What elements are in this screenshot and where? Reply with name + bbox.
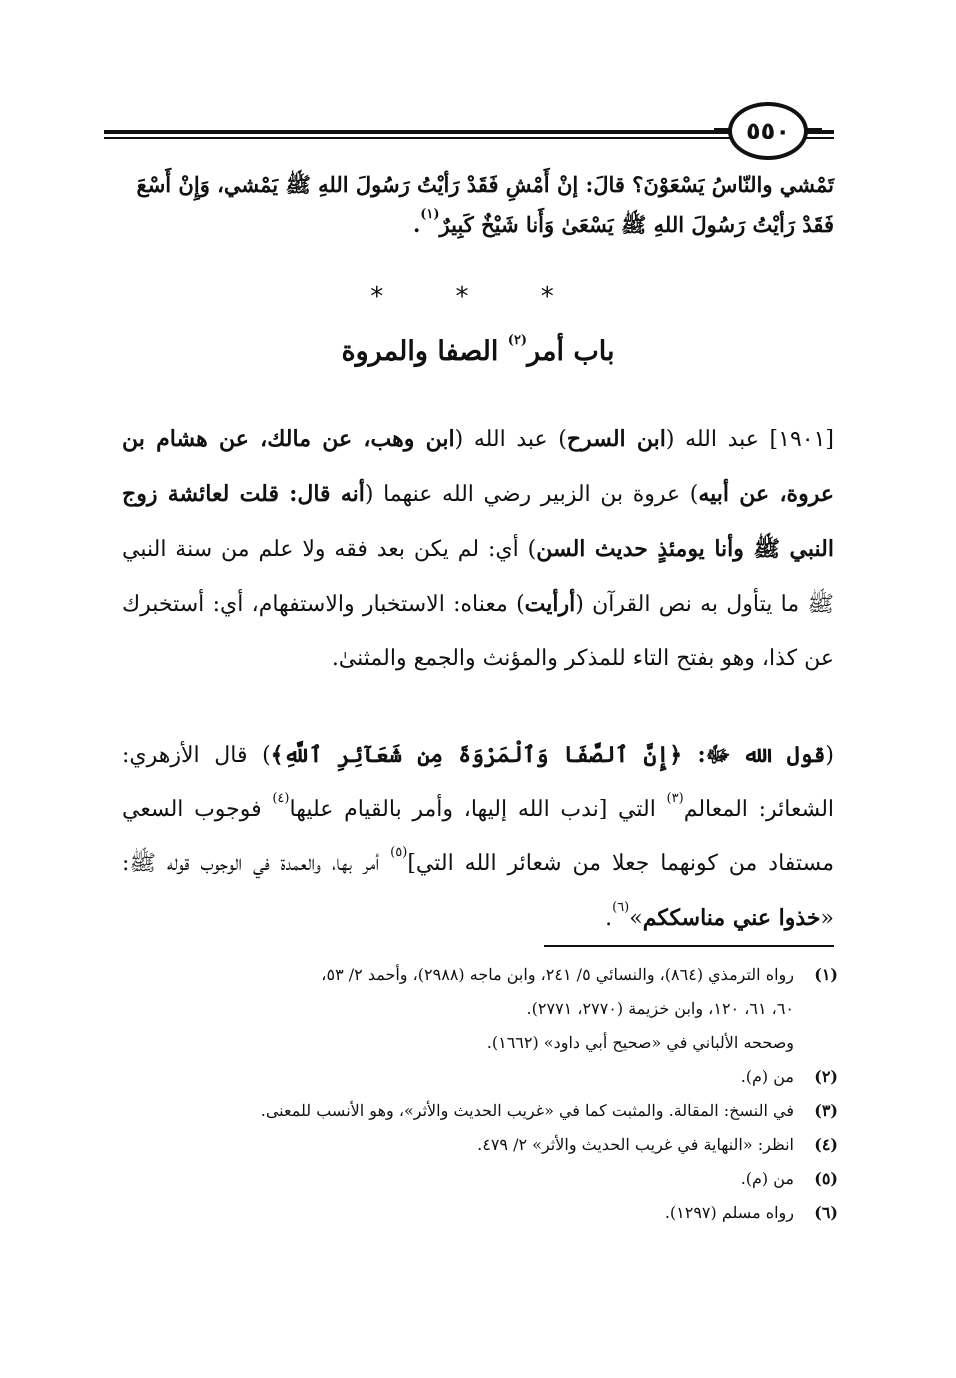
paragraph-2 <box>122 728 834 946</box>
p1-text-4: ) أي: لم يكن بعد فقه ولا علم من سنة النبي ﷺ ما يتأول به نص القرآن ( <box>122 537 835 617</box>
footnote-text: في النسخ: المقالة. والمثبت كما في «غريب الحديث والأثر»، وهو الأنسب للمعنى. <box>260 1101 794 1120</box>
section-separator: * * * <box>370 282 586 312</box>
footnote-number: (٤) <box>814 1135 838 1154</box>
footnote-ref-5: (٥) <box>390 844 408 860</box>
heading-part-2: الصفا والمروة <box>341 336 508 367</box>
p2-text-5: أمر بها، والعمدة في الوجوب قوله ﷺ: « <box>122 851 834 931</box>
p1-bold-1: ابن السرح <box>566 426 666 452</box>
p2-text-4: فوجوب السعي مستفاد من كونهما جعلا من شعائر الله التي] <box>122 797 834 876</box>
footnote-text: من (م). <box>740 1169 794 1188</box>
p1-text-5: ) معناه: الاستخبار والاستفهام، أي: أستخبرك عن كذا، وهو بفتح التاء للمذكر والمؤنث والجمع والمثنىٰ. <box>122 592 834 671</box>
page-header <box>104 100 834 160</box>
footnotes <box>118 958 838 1230</box>
header-rule-thin <box>104 137 834 139</box>
p2-text-3: التي [ندب الله إليها، وأمر بالقيام عليها <box>289 797 667 822</box>
p2-text-7: . <box>605 906 613 931</box>
top-passage-line-2-end: . <box>412 212 421 237</box>
footnote-ref-1: (١) <box>420 207 440 222</box>
footnote-text: من (م). <box>740 1067 794 1086</box>
footnote-number: (٥) <box>814 1169 838 1188</box>
top-passage-line-2 <box>122 205 834 245</box>
section-heading <box>0 333 956 367</box>
footnote-text: رواه الترمذي (٨٦٤)، والنسائي ٥/ ٢٤١، وابن ماجه (٢٩٨٨)، وأحمد ٢/ ٥٣، <box>321 965 794 984</box>
p1-bold-3: أنه قال: قلت لعائشة زوج النبي ﷺ وأنا يومئذٍ حديث السن <box>122 481 834 562</box>
p1-text-3: ) عروة بن الزبير رضي الله عنهما ( <box>364 482 699 507</box>
footnote-1-continuation-2: وصححه الألباني في «صحيح أبي داود» (١٦٦٢). <box>486 1033 794 1052</box>
top-passage-line-2-text: فَقَدْ رَأيْتُ رَسُولَ اللهِ ﷺ يَسْعَىٰ وَأَنا شَيْخٌ كَبِيرٌ <box>439 212 834 237</box>
footnote-number: (١) <box>814 965 838 984</box>
footnote-number: (٢) <box>814 1067 838 1086</box>
top-passage <box>122 165 834 245</box>
paragraph-1 <box>122 412 834 686</box>
page-number: ٥٥٠ <box>728 102 808 160</box>
footnote-1-continuation: ٦٠، ٦١، ١٢٠، وابن خزيمة (٢٧٧٠، ٢٧٧١). <box>526 999 794 1018</box>
p1-text-1: عبد الله ( <box>665 427 759 452</box>
p2-text-1: ( <box>825 743 834 768</box>
top-passage-line-1: تَمْشي والنّاسُ يَسْعَوْنَ؟ قالَ: إنْ أَمْشِ فَقَدْ رَأيْتُ رَسُولَ اللهِ ﷺ يَمْشي، وَإِنْ أَسْعَ <box>136 172 834 197</box>
footnote-text: انظر: «النهاية في غريب الحديث والأثر» ٢/ ٤٧٩. <box>477 1135 794 1154</box>
footnote-4 <box>118 1128 838 1162</box>
footnote-6 <box>118 1196 838 1230</box>
p2-text-2: ) قال الأزهري: الشعائر: المعالم <box>122 743 835 822</box>
p1-bold-2: ابن وهب، عن مالك، عن هشام بن عروة، عن أبيه <box>122 426 834 507</box>
p1-bold-4: أرأيت <box>524 591 576 617</box>
footnote-ref-3: (٣) <box>666 790 684 806</box>
footnote-5 <box>118 1162 838 1196</box>
footnote-ref-2: (٢) <box>507 333 528 348</box>
heading-part-1: باب أمر <box>527 336 615 367</box>
footnote-3 <box>118 1094 838 1128</box>
footnote-number: (٣) <box>814 1101 838 1120</box>
footnote-ref-4: (٤) <box>272 790 290 806</box>
footnote-number: (٦) <box>814 1203 838 1222</box>
footnote-1 <box>118 958 838 992</box>
p2-text-6: » <box>629 906 643 931</box>
p2-quran-verse: قول الله ﷻ: ﴿إِنَّ ٱلصَّفَا وَٱلْمَرْوَةَ مِن شَعَآئِرِ ٱللَّهِ﴾ <box>270 742 826 768</box>
footnote-ref-6: (٦) <box>612 899 630 915</box>
footnote-2 <box>118 1060 838 1094</box>
p2-hadith-quote: خذوا عني مناسككم <box>642 905 821 931</box>
p1-text-2: ) عبد الله ( <box>454 427 567 452</box>
hadith-number: [١٩٠١] <box>758 427 834 452</box>
footnote-rule <box>544 945 834 947</box>
footnote-text: رواه مسلم (١٢٩٧). <box>664 1203 794 1222</box>
